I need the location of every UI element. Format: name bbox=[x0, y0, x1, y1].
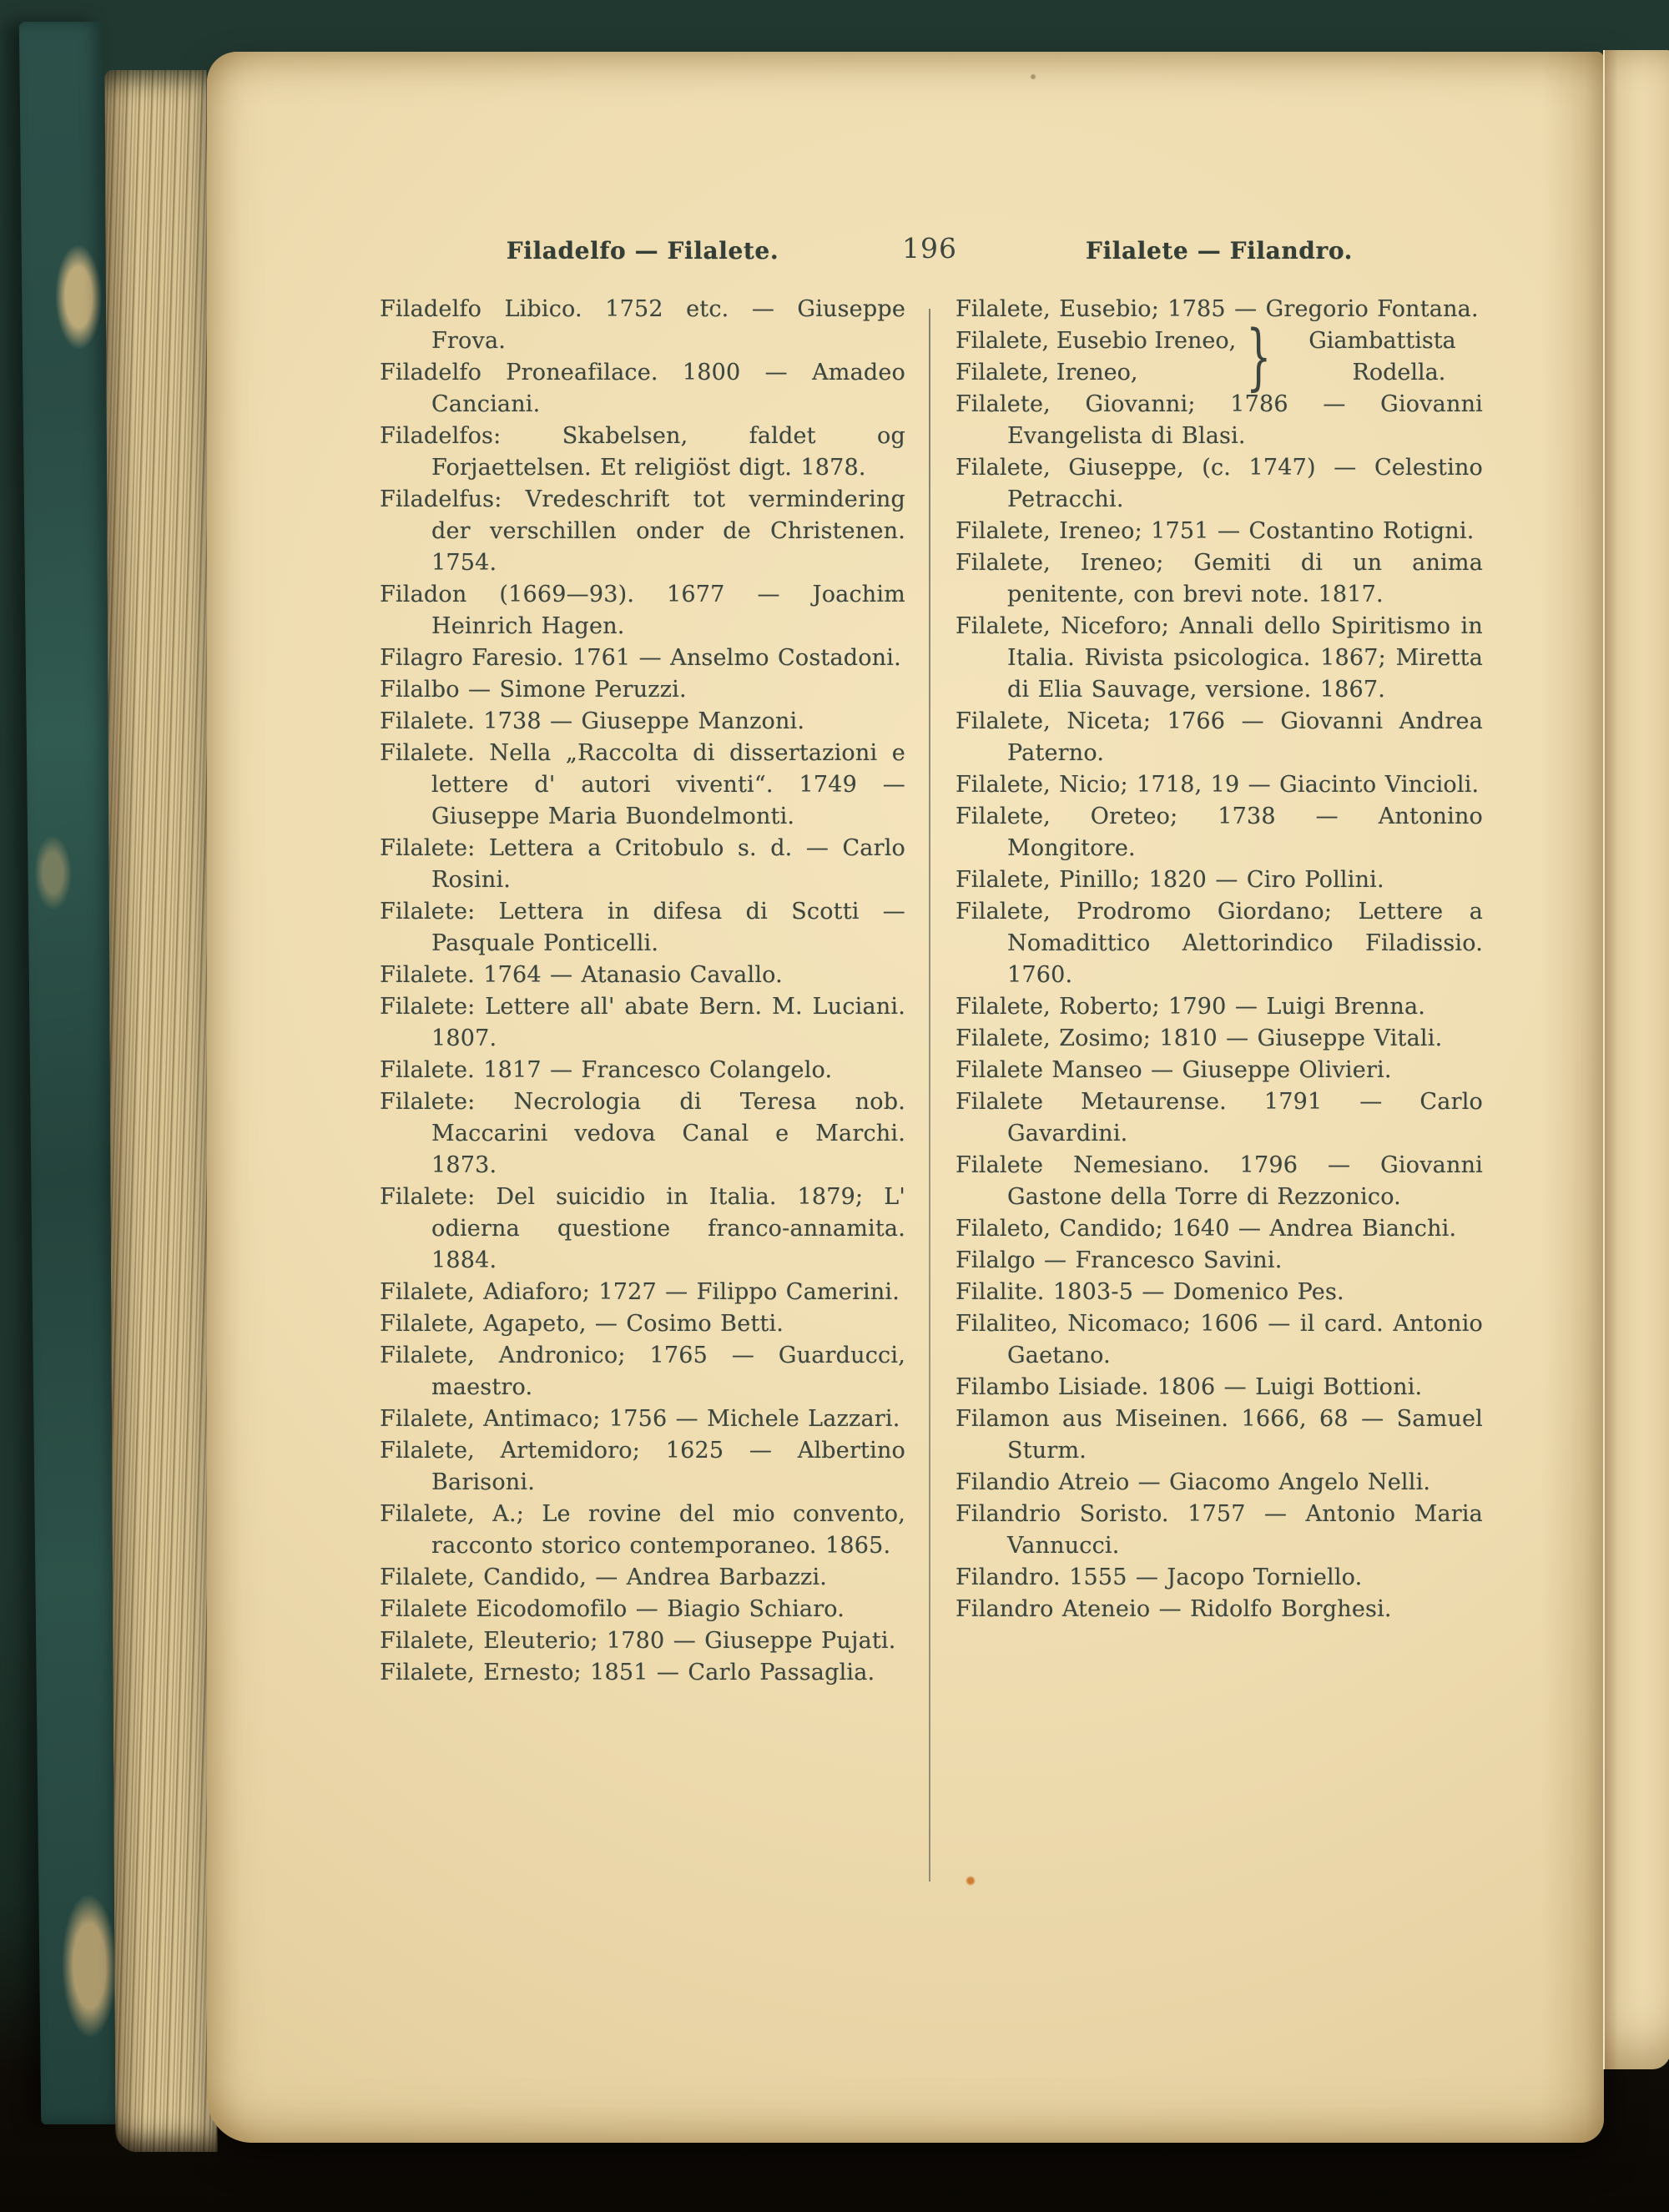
entry: Filaliteo, Nicomaco; 1606 — il card. Antonio Gaetano. bbox=[956, 1311, 1483, 1368]
entry: Filalete. Nella „Raccolta di dissertazioni e lettere d' autori viventi“. 1749 — Giuseppe Maria Buondelmonti. bbox=[380, 740, 905, 829]
entry: Filalete, Artemidoro; 1625 — Albertino Barisoni. bbox=[380, 1438, 905, 1495]
brace-real-name-lines: Giambattista Rodella. bbox=[1308, 328, 1456, 385]
entry: Filalete, Pinillo; 1820 — Ciro Pollini. bbox=[956, 867, 1384, 893]
entry: Filalete. 1764 — Atanasio Cavallo. bbox=[380, 962, 783, 988]
running-head-right: Filalete — Filandro. bbox=[1086, 237, 1353, 265]
entry: Filadelfos: Skabelsen, faldet og Forjaettelsen. Et religiöst digt. 1878. bbox=[380, 423, 905, 481]
entry: Filalete, Zosimo; 1810 — Giuseppe Vitali. bbox=[956, 1025, 1443, 1051]
running-heads bbox=[380, 232, 1483, 277]
entry: Filalete, A.; Le rovine del mio convento, racconto storico contemporaneo. 1865. bbox=[380, 1501, 905, 1559]
entry: Filalete, Giuseppe, (c. 1747) — Celestino Petracchi. bbox=[956, 455, 1483, 512]
brace-entry-group bbox=[956, 315, 1483, 399]
entry: Filalete: Lettera in difesa di Scotti — Pasquale Ponticelli. bbox=[380, 899, 905, 956]
entry: Filalete Nemesiano. 1796 — Giovanni Gastone della Torre di Rezzonico. bbox=[956, 1152, 1483, 1210]
entry: Filalete, Roberto; 1790 — Luigi Brenna. bbox=[956, 994, 1426, 1020]
entry: Filalete, Ernesto; 1851 — Carlo Passaglia. bbox=[380, 1660, 875, 1685]
entry: Filalete, Niceta; 1766 — Giovanni Andrea Paterno. bbox=[956, 708, 1483, 766]
entry: Filalete. 1738 — Giuseppe Manzoni. bbox=[380, 708, 805, 734]
column-left bbox=[380, 294, 905, 1689]
entry: Filalete: Lettera a Critobulo s. d. — Carlo Rosini. bbox=[380, 835, 905, 893]
book-page bbox=[207, 52, 1604, 2143]
next-page-edge bbox=[1603, 50, 1669, 2069]
entry: Filalete Metaurense. 1791 — Carlo Gavardini. bbox=[956, 1089, 1483, 1146]
entry: Filagro Faresio. 1761 — Anselmo Costadoni. bbox=[380, 645, 901, 671]
column-divider-rule bbox=[929, 309, 930, 1882]
entry: Filalete, Adiaforo; 1727 — Filippo Camerini. bbox=[380, 1279, 900, 1305]
entry: Filalete, Ireneo; Gemiti di un anima penitente, con brevi note. 1817. bbox=[956, 550, 1483, 607]
entry: Filalite. 1803-5 — Domenico Pes. bbox=[956, 1279, 1344, 1305]
entry: Filalete, Candido, — Andrea Barbazzi. bbox=[380, 1565, 828, 1590]
entry: Filalete Eicodomofilo — Biagio Schiaro. bbox=[380, 1596, 845, 1622]
entry: Filandro Ateneio — Ridolfo Borghesi. bbox=[956, 1596, 1392, 1622]
page-number: 196 bbox=[902, 232, 957, 265]
entry: Filadon (1669—93). 1677 — Joachim Heinrich Hagen. bbox=[380, 582, 905, 639]
brace-pseudonym-lines: Filalete, Eusebio Ireneo, Filalete, Ireneo, bbox=[956, 328, 1237, 385]
entry: Filalete, Eleuterio; 1780 — Giuseppe Pujati. bbox=[380, 1628, 896, 1654]
entry: Filalbo — Simone Peruzzi. bbox=[380, 677, 687, 703]
brace-icon: } bbox=[1246, 315, 1272, 399]
entry: Filandio Atreio — Giacomo Angelo Nelli. bbox=[956, 1469, 1431, 1495]
entry: Filaleto, Candido; 1640 — Andrea Bianchi. bbox=[956, 1216, 1457, 1242]
text-block bbox=[380, 294, 1483, 1689]
entry: Filalete, Giovanni; 1786 — Giovanni Evangelista di Blasi. bbox=[956, 391, 1483, 449]
running-head-left: Filadelfo — Filalete. bbox=[506, 237, 779, 265]
entry: Filalete: Del suicidio in Italia. 1879; L' odierna questione franco-annamita. 1884. bbox=[380, 1184, 905, 1273]
entry: Filalete, Ireneo; 1751 — Costantino Rotigni. bbox=[956, 518, 1475, 544]
entry: Filadelfo Proneafilace. 1800 — Amadeo Canciani. bbox=[380, 360, 905, 417]
entry: Filambo Lisiade. 1806 — Luigi Bottioni. bbox=[956, 1374, 1423, 1400]
column-right bbox=[956, 294, 1483, 1689]
entry: Filalete, Andronico; 1765 — Guarducci, maestro. bbox=[380, 1343, 905, 1400]
entry: Filalete, Niceforo; Annali dello Spiritismo in Italia. Rivista psicologica. 1867; Miretta di Elia Sauvage, versione. 1867. bbox=[956, 613, 1483, 703]
entry: Filandro. 1555 — Jacopo Torniello. bbox=[956, 1565, 1363, 1590]
entry: Filadelfo Libico. 1752 etc. — Giuseppe Frova. bbox=[380, 296, 905, 354]
entry: Filalete: Lettere all' abate Bern. M. Luciani. 1807. bbox=[380, 994, 905, 1051]
entry: Filalete. 1817 — Francesco Colangelo. bbox=[380, 1057, 833, 1083]
entry: Filandrio Soristo. 1757 — Antonio Maria Vannucci. bbox=[956, 1501, 1483, 1559]
entry: Filalete, Nicio; 1718, 19 — Giacinto Vincioli. bbox=[956, 772, 1480, 798]
entry: Filalgo — Francesco Savini. bbox=[956, 1247, 1283, 1273]
entry: Filalete: Necrologia di Teresa nob. Maccarini vedova Canal e Marchi. 1873. bbox=[380, 1089, 905, 1178]
entry: Filamon aus Miseinen. 1666, 68 — Samuel Sturm. bbox=[956, 1406, 1483, 1464]
entry: Filalete, Agapeto, — Cosimo Betti. bbox=[380, 1311, 784, 1337]
entry: Filalete Manseo — Giuseppe Olivieri. bbox=[956, 1057, 1392, 1083]
entry: Filalete, Antimaco; 1756 — Michele Lazzari. bbox=[380, 1406, 900, 1432]
entry: Filalete, Oreteo; 1738 — Antonino Mongitore. bbox=[956, 804, 1483, 861]
page-edge-stack bbox=[104, 70, 217, 2152]
entry: Filadelfus: Vredeschrift tot vermindering der verschillen onder de Christenen. 1754. bbox=[380, 486, 905, 576]
entry: Filalete, Eusebio; 1785 — Gregorio Fontana. bbox=[956, 296, 1479, 322]
entry: Filalete, Prodromo Giordano; Lettere a Nomadittico Alettorindico Filadissio. 1760. bbox=[956, 899, 1483, 988]
